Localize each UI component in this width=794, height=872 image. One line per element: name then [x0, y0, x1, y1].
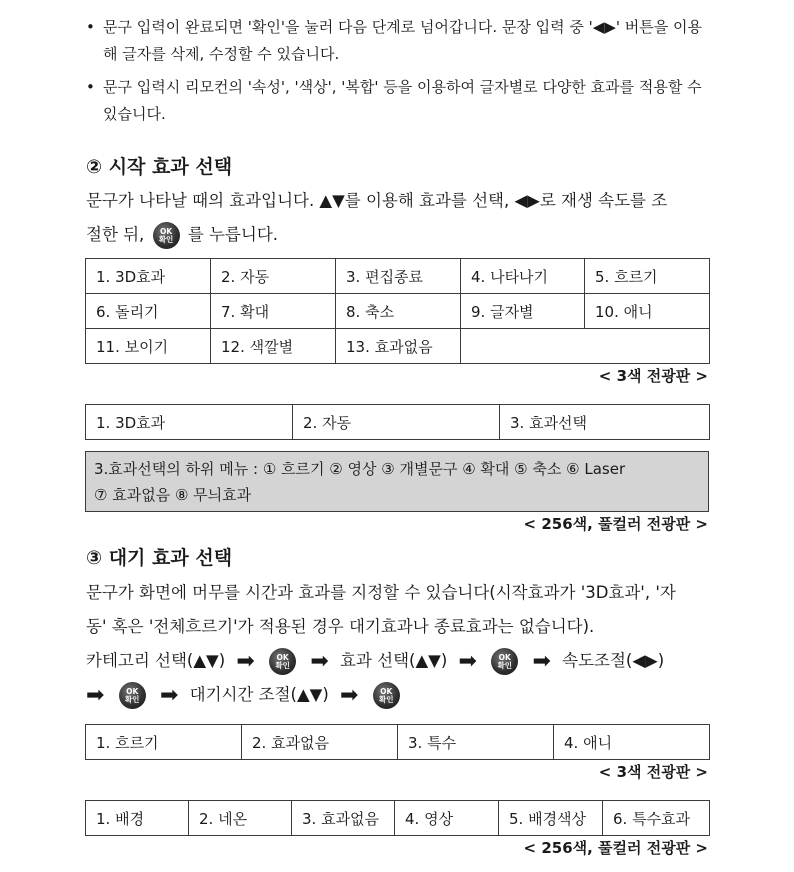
- table-row: [86, 329, 710, 364]
- ok-button-icon: OK 확인: [119, 682, 146, 709]
- start-effect-table-256color: [85, 404, 710, 440]
- table-cell: 1. 3D효과: [86, 405, 293, 440]
- bullet-dot: •: [86, 18, 95, 36]
- bullet-remote-attributes: [86, 74, 716, 128]
- ok-button-icon: OK 확인: [153, 222, 180, 249]
- desc-line-2-post: 를 누릅니다.: [187, 225, 278, 244]
- table-cell: 11. 보이기: [86, 329, 211, 364]
- desc-line-2-pre: 절한 뒤,: [86, 225, 145, 244]
- flow-wait: 대기시간 조절(▲▼): [189, 685, 329, 704]
- arrow-right-icon: ➡: [340, 682, 359, 708]
- wait-effect-table-3color: [85, 724, 710, 760]
- ok-button-icon: OK 확인: [373, 682, 400, 709]
- table-cell: 2. 자동: [293, 405, 500, 440]
- table-cell: 9. 글자별: [461, 294, 585, 329]
- table-cell: 13. 효과없음: [336, 329, 461, 364]
- arrow-right-icon: ➡: [159, 682, 179, 708]
- arrow-right-icon: ➡: [458, 648, 477, 674]
- table-cell: 2. 효과없음: [242, 725, 398, 760]
- table-cell: 3. 특수: [398, 725, 554, 760]
- submenu-line-2: ⑦ 효과없음 ⑧ 무늬효과: [94, 486, 252, 504]
- arrow-right-icon: ➡: [86, 682, 105, 708]
- table-cell: 4. 나타나기: [461, 259, 585, 294]
- flow-effect: 효과 선택(▲▼): [340, 651, 448, 670]
- desc-line-2: 동' 혹은 '전체흐르기'가 적용된 경우 대기효과나 종료효과는 없습니다).: [86, 617, 595, 636]
- bullet-text: 문구 입력시 리모컨의 '속성', '색상', '복합' 등을 이용하여 글자별로 다양한 효과를 적용할 수 있습니다.: [103, 78, 702, 123]
- table-row: [86, 801, 710, 836]
- ok-button-icon: OK 확인: [269, 648, 296, 675]
- table-row: [86, 294, 710, 329]
- table-cell: 2. 네온: [189, 801, 292, 836]
- section-desc-start-effect: [86, 184, 716, 252]
- table-cell: 12. 색깔별: [211, 329, 336, 364]
- flow-speed: 속도조절(◀▶): [562, 651, 665, 670]
- table-cell: 10. 애니: [585, 294, 710, 329]
- flow-line-1: [86, 644, 716, 678]
- table-cell: 2. 자동: [211, 259, 336, 294]
- caption-256color: < 256색, 풀컬러 전광판 >: [523, 839, 708, 857]
- table-cell: 1. 흐르기: [86, 725, 242, 760]
- submenu-line-1: 3.효과선택의 하위 메뉴 : ① 흐르기 ② 영상 ③ 개별문구 ④ 확대 ⑤ 축소 ⑥ Laser: [94, 460, 626, 478]
- table-cell: 1. 3D효과: [86, 259, 211, 294]
- section-desc-wait-effect: [86, 576, 716, 712]
- bullet-input-complete: [86, 14, 716, 68]
- ok-button-icon: OK 확인: [491, 648, 518, 675]
- start-effect-table-3color: [85, 258, 710, 364]
- table-cell: 3. 편집종료: [336, 259, 461, 294]
- section-title-start-effect: ② 시작 효과 선택: [86, 156, 233, 178]
- table-cell: 3. 효과선택: [500, 405, 710, 440]
- table-row: [86, 725, 710, 760]
- desc-line-1: 문구가 나타날 때의 효과입니다. ▲▼를 이용해 효과를 선택, ◀▶로 재생 속도를 조: [86, 191, 668, 210]
- bullet-text: 문구 입력이 완료되면 '확인'을 눌러 다음 단계로 넘어갑니다. 문장 입력 중 '◀▶' 버튼을 이용해 글자를 삭제, 수정할 수 있습니다.: [103, 18, 702, 63]
- table-row: [86, 259, 710, 294]
- table-cell: 1. 배경: [86, 801, 189, 836]
- table-cell: 5. 흐르기: [585, 259, 710, 294]
- table-cell: 6. 특수효과: [603, 801, 710, 836]
- arrow-right-icon: ➡: [236, 648, 255, 674]
- desc-line-1: 문구가 화면에 머무를 시간과 효과를 지정할 수 있습니다(시작효과가 '3D효과', '자: [86, 583, 676, 602]
- flow-line-2: [86, 678, 716, 712]
- wait-effect-table-256color: [85, 800, 710, 836]
- table-cell: 3. 효과없음: [292, 801, 395, 836]
- arrow-right-icon: ➡: [532, 648, 551, 674]
- caption-3color: < 3색 전광판 >: [598, 367, 708, 385]
- table-cell: 4. 애니: [554, 725, 710, 760]
- arrow-right-icon: ➡: [310, 648, 329, 674]
- flow-category: 카테고리 선택(▲▼): [86, 651, 226, 670]
- table-cell: 7. 확대: [211, 294, 336, 329]
- desc-line-2: [86, 218, 716, 252]
- bullet-dot: •: [86, 78, 95, 96]
- table-cell: 5. 배경색상: [499, 801, 603, 836]
- table-cell: 6. 돌리기: [86, 294, 211, 329]
- effect-submenu-box: [85, 451, 709, 512]
- caption-3color: < 3색 전광판 >: [598, 763, 708, 781]
- section-title-wait-effect: ③ 대기 효과 선택: [86, 547, 233, 569]
- caption-256color: < 256색, 풀컬러 전광판 >: [523, 515, 708, 533]
- table-row: [86, 405, 710, 440]
- table-cell: 8. 축소: [336, 294, 461, 329]
- table-cell-empty: [461, 329, 710, 364]
- table-cell: 4. 영상: [395, 801, 499, 836]
